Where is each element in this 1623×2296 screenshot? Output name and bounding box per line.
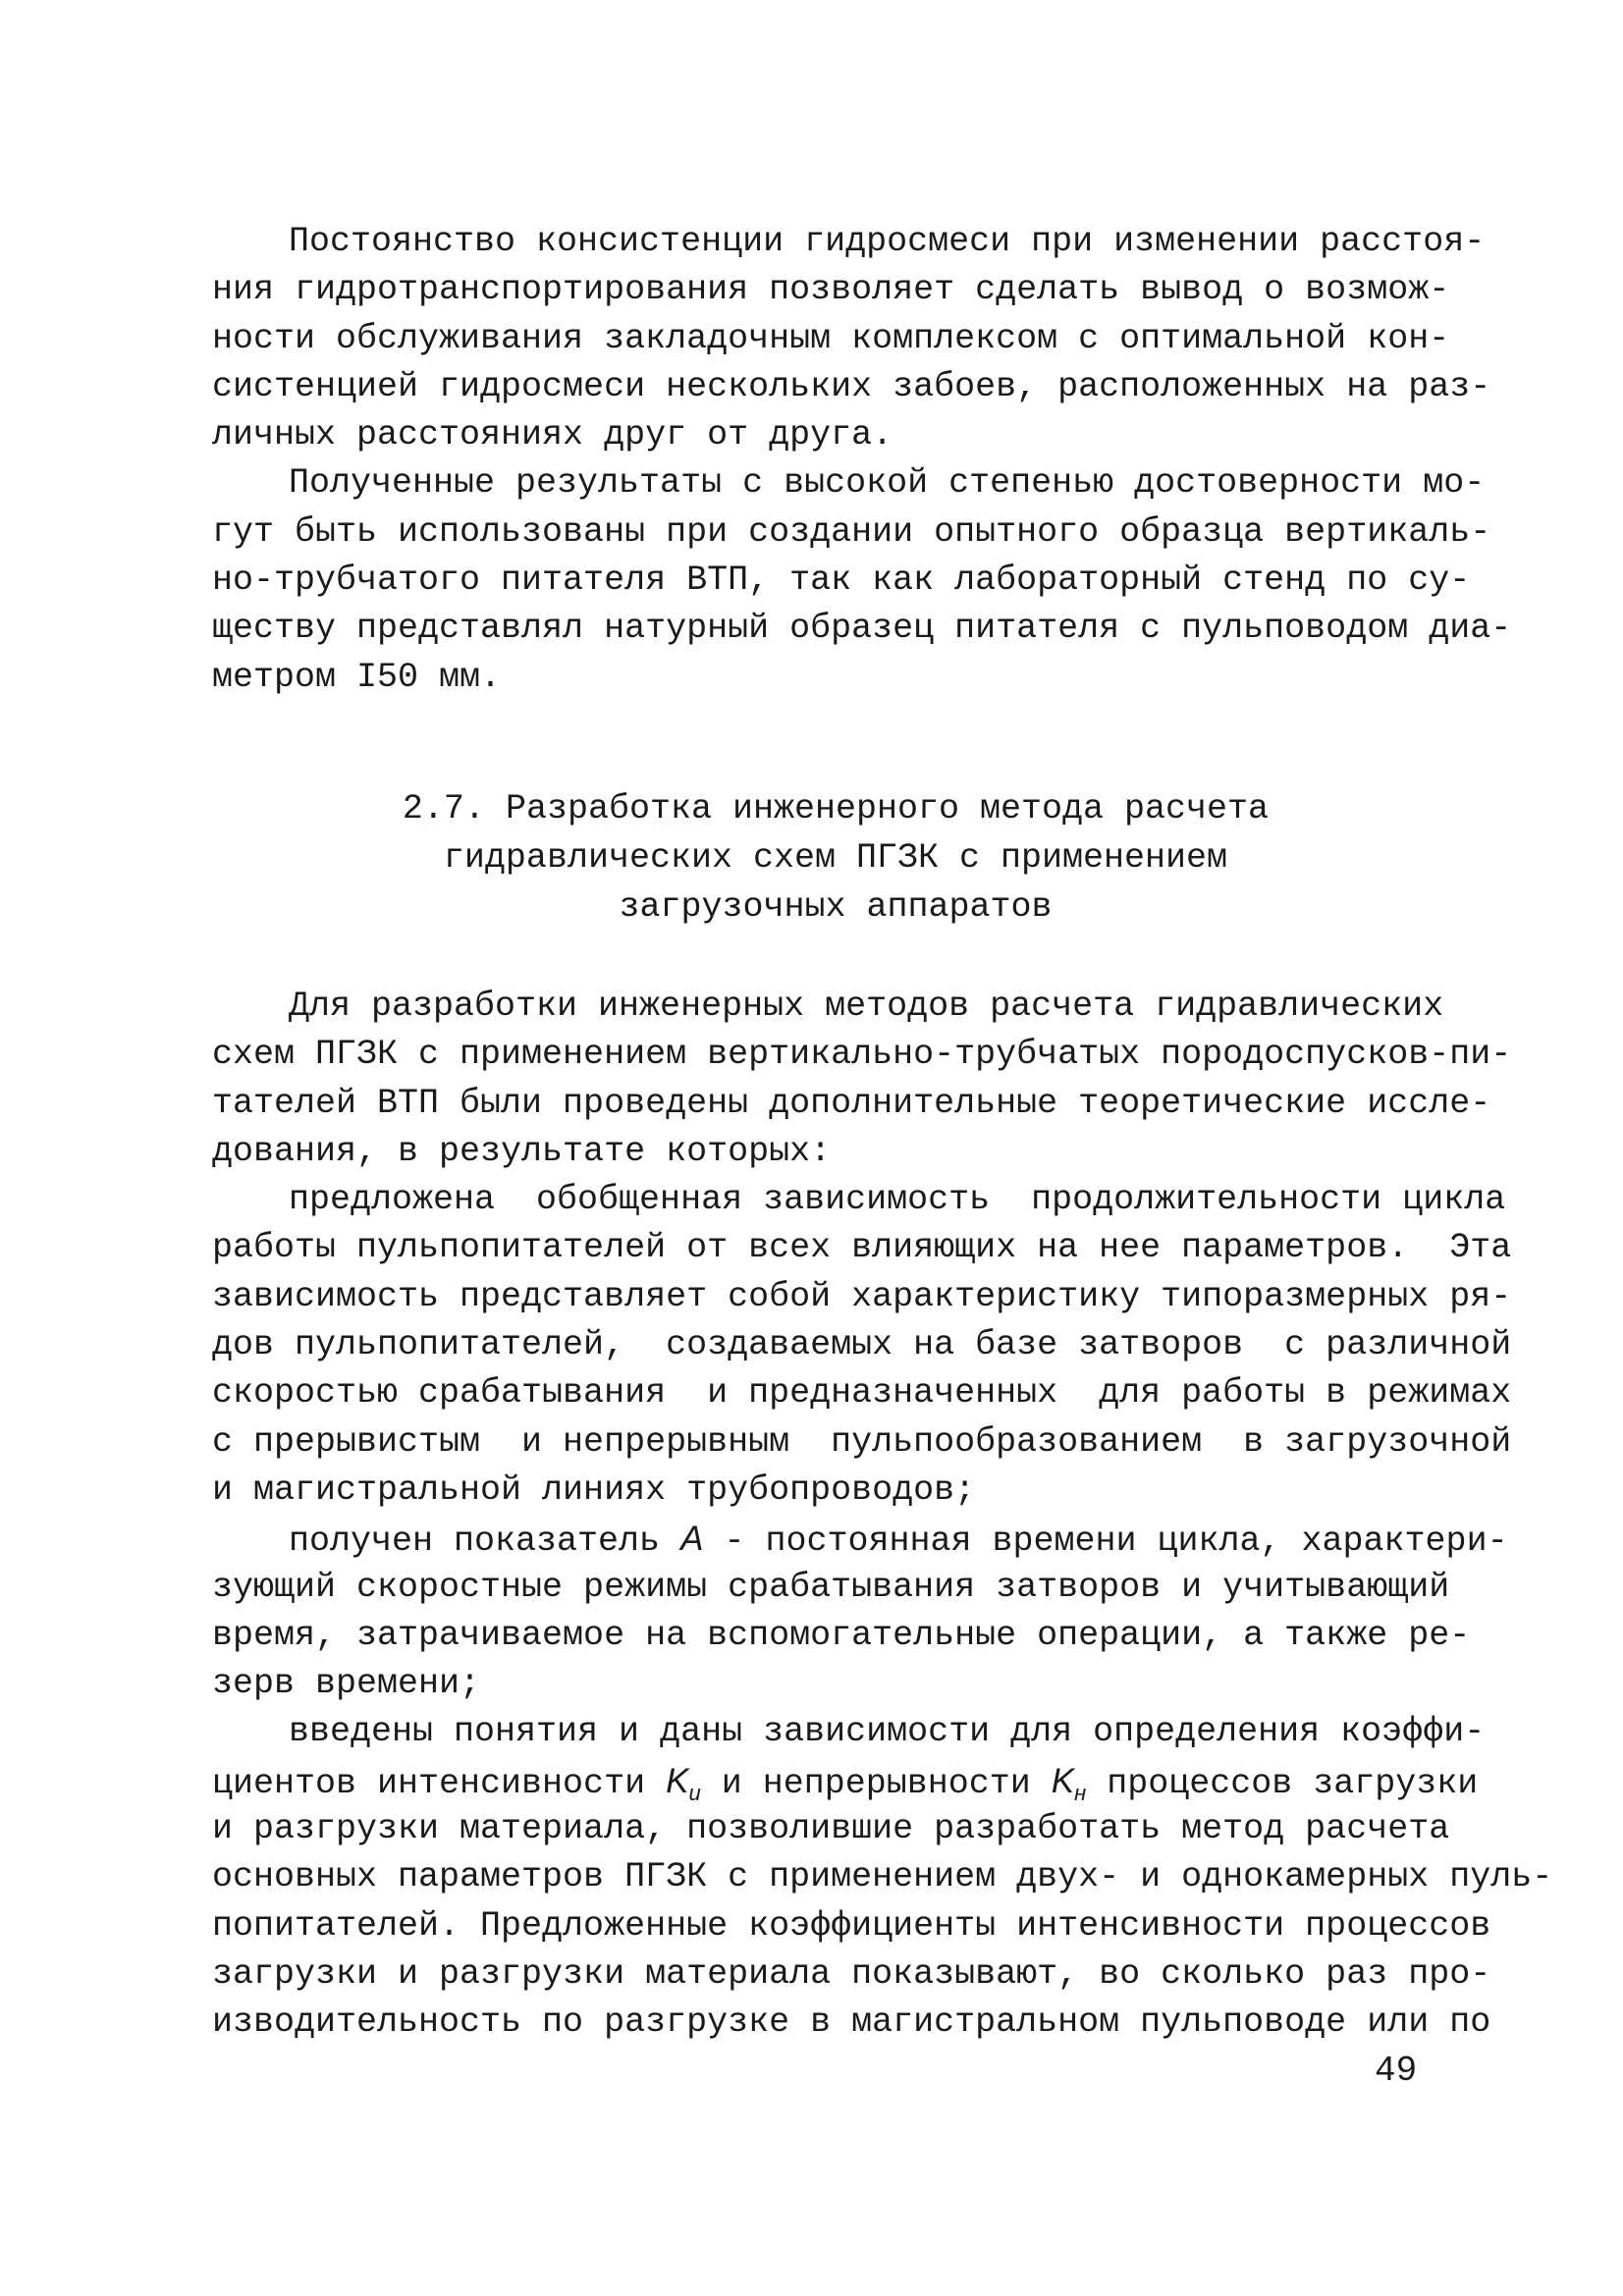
text-line: систенцией гидросмеси нескольких забоев, расположенных на раз- — [212, 366, 1491, 406]
heading-line: 2.7. Разработка инженерного метода расчета — [402, 789, 1270, 828]
subscript-i: и — [688, 1780, 701, 1805]
text-line: изводительность по разгрузке в магистральном пульповоде или по — [212, 2002, 1491, 2043]
text-line: введены понятия и даны зависимости для определения коэффи- — [289, 1712, 1486, 1752]
text-line: ности обслуживания закладочным комплексом с оптимальной кон- — [212, 318, 1450, 358]
text-line: зависимость представляет собой характеристику типоразмерных ря- — [212, 1276, 1512, 1316]
symbol-a: A — [680, 1520, 704, 1559]
heading-line: гидравлических схем ПГЗК с применением — [443, 838, 1228, 878]
text-fragment: процессов загрузки — [1086, 1763, 1479, 1803]
text-line: основных параметров ПГЗК с применением двух- и однокамерных пуль- — [212, 1857, 1553, 1897]
text-line: попитателей. Предложенные коэффициенты интенсивности процессов — [212, 1905, 1491, 1946]
intro-text — [212, 218, 1512, 702]
text-line — [212, 1757, 1479, 1805]
text-fragment: получен показатель — [289, 1522, 681, 1562]
symbol-k-n: K — [1051, 1761, 1075, 1800]
text-line: схем ПГЗК с применением вертикально-трубчатых породоспусков-пи- — [212, 1035, 1512, 1075]
text-line: дования, в результате которых: — [212, 1131, 832, 1171]
text-line: и магистральной линиях трубопроводов; — [212, 1469, 976, 1510]
text-line: ния гидротранспортирования позволяет сделать вывод о возмож- — [212, 270, 1450, 310]
text-line: зующий скоростные режимы срабатывания затворов и учитывающий — [212, 1567, 1450, 1607]
text-line: время, затрачиваемое на вспомогательные операции, а также ре- — [212, 1615, 1471, 1655]
main-text — [212, 983, 1553, 2048]
text-line: предложена обобщенная зависимость продолжительности цикла — [289, 1180, 1506, 1220]
text-line: и разгрузки материала, позволившие разработать метод расчета — [212, 1809, 1450, 1849]
text-line: работы пульпопитателей от всех влияющих на нее параметров. Эта — [212, 1228, 1512, 1268]
text-line — [212, 1515, 1508, 1563]
page-number: 49 — [1375, 2051, 1418, 2091]
subscript-n: н — [1074, 1780, 1087, 1805]
text-line: с прерывистым и непрерывным пульпообразованием в загрузочной — [212, 1421, 1512, 1462]
text-line: скоростью срабатывания и предназначенных для работы в режимах — [212, 1373, 1512, 1414]
text-line: загрузки и разгрузки материала показывают, во сколько раз про- — [212, 1953, 1491, 1994]
text-line: Для разработки инженерных методов расчета гидравлических — [289, 987, 1444, 1026]
text-line: но-трубчатого питателя ВТП, так как лабораторный стенд по су- — [212, 561, 1471, 601]
text-line: зерв времени; — [212, 1664, 481, 1704]
text-line: гут быть использованы при создании опытного образца вертикаль- — [212, 511, 1491, 552]
text-line: Постоянство консистенции гидросмеси при изменении расстоя- — [289, 222, 1486, 261]
section-heading — [212, 785, 1459, 933]
text-fragment: и непрерывности — [700, 1763, 1052, 1803]
text-line: личных расстояниях друг от друга. — [212, 415, 893, 455]
text-fragment: циентов интенсивности — [212, 1763, 667, 1803]
heading-line: загрузочных аппаратов — [619, 887, 1053, 927]
text-line: тателей ВТП были проведены дополнительные теоретические иссле- — [212, 1083, 1491, 1123]
text-line: метром I50 мм. — [212, 657, 502, 697]
text-line: ществу представлял натурный образец питателя с пульповодом диа- — [212, 609, 1512, 649]
symbol-k-i: K — [666, 1761, 689, 1800]
text-fragment: - постоянная времени цикла, характери- — [703, 1522, 1508, 1562]
text-line: дов пульпопитателей, создаваемых на базе затворов с различной — [212, 1325, 1512, 1365]
text-line: Полученные результаты с высокой степенью достоверности мо- — [289, 463, 1486, 504]
